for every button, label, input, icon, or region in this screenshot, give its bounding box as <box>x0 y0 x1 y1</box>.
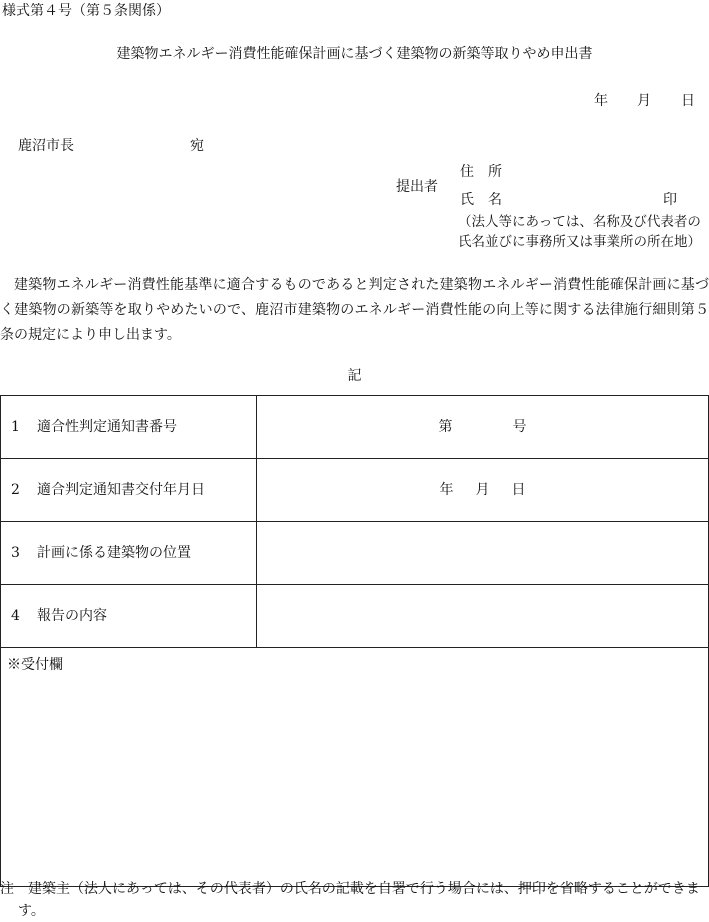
item-label-cell <box>1 396 257 459</box>
receipt-cell <box>1 648 709 887</box>
document-title: 建築物エネルギー消費性能確保計画に基づく建築物の新築等取りやめ申出書 <box>116 46 593 62</box>
table-row <box>1 585 709 648</box>
item-label-cell <box>1 459 257 522</box>
building-location-field[interactable] <box>257 522 709 585</box>
addressee-name: 鹿沼市長 <box>18 138 74 154</box>
issue-day-label: 日 <box>511 481 526 498</box>
receipt-label: ※受付欄 <box>7 657 63 673</box>
issue-year-label: 年 <box>439 481 454 498</box>
table-row <box>1 522 709 585</box>
item-label: 計画に係る建築物の位置 <box>37 544 191 561</box>
applicant-note <box>458 212 701 252</box>
item-label-cell <box>1 585 257 648</box>
item-number: 4 <box>11 607 20 624</box>
item-label-cell <box>1 522 257 585</box>
ki-heading: 記 <box>347 368 362 384</box>
notice-number-suffix: 号 <box>512 418 527 435</box>
date-day-label: 日 <box>681 93 695 109</box>
table-row <box>1 396 709 459</box>
item-number: 2 <box>11 481 20 498</box>
item-number: 1 <box>11 418 20 435</box>
applicant-label: 提出者 <box>396 179 438 195</box>
item-label: 適合判定通知書交付年月日 <box>37 481 205 498</box>
footnote: 注 建築主（法人にあっては、その代表者）の氏名の記載を自署で行う場合には、押印を省略することができます。 <box>0 881 700 919</box>
addressee-suffix: 宛 <box>190 138 204 154</box>
address-label: 住 所 <box>460 164 502 180</box>
applicant-note-line-2: 氏名並びに事務所又は事業所の所在地） <box>458 234 701 250</box>
notice-number-field[interactable] <box>257 396 709 459</box>
notice-number-prefix: 第 <box>438 418 453 435</box>
items-table <box>0 395 709 887</box>
body-paragraph: 建築物エネルギー消費性能基準に適合するものであると判定された建築物エネルギー消費性能確保計画に基づく建築物の新築等を取りやめたいので、鹿沼市建築物のエネルギー消費性能の向上等に関する法律施行細則第５条の規定により申し出ます。 <box>0 277 709 343</box>
form-number: 様式第４号（第５条関係） <box>2 3 170 19</box>
date-year-label: 年 <box>594 93 608 109</box>
applicant-note-line-1: （法人等にあっては、名称及び代表者の <box>458 214 701 230</box>
seal-mark: 印 <box>663 192 677 208</box>
name-label: 氏 名 <box>460 192 502 208</box>
item-number: 3 <box>11 544 20 561</box>
item-label: 報告の内容 <box>37 607 107 624</box>
issue-date-field[interactable] <box>257 459 709 522</box>
issue-month-label: 月 <box>475 481 490 498</box>
date-month-label: 月 <box>637 93 651 109</box>
receipt-row <box>1 648 709 887</box>
table-row <box>1 459 709 522</box>
report-content-field[interactable] <box>257 585 709 648</box>
item-label: 適合性判定通知書番号 <box>37 418 177 435</box>
